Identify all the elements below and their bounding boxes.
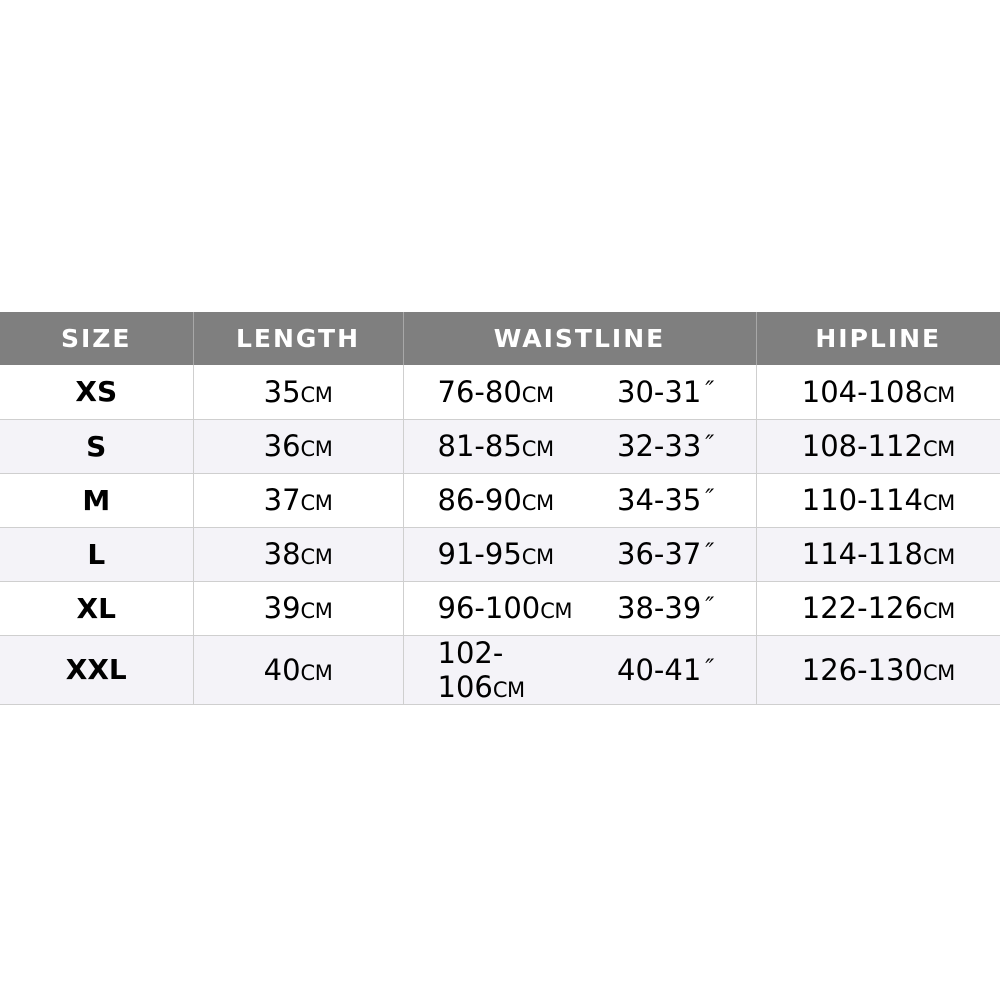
unit-label: CM [540,599,573,623]
size-value: M [82,483,111,517]
length-cell [193,419,403,473]
waist-inch-value: 30-31 [617,374,702,409]
size-cell [0,527,193,581]
table-row [0,635,1000,704]
size-value: L [87,537,106,571]
unit-label: CM [922,437,955,461]
unit-label: CM [300,382,333,407]
length-cell [193,527,403,581]
hip-value: 126-130 [801,652,923,687]
table-row [0,365,1000,419]
waist-inch-cell [581,365,756,419]
inch-mark: ″ [705,653,715,682]
unit-label: CM [922,382,955,407]
unit-label: CM [922,599,955,623]
hip-value: 114-118 [801,537,923,571]
length-value: 35 [263,374,301,409]
length-value: 40 [263,652,301,687]
waist-cm-value: 102-106 [437,635,504,704]
size-cell [0,419,193,473]
unit-label: CM [492,677,525,702]
waist-cm-value: 86-90 [437,483,522,517]
length-cell [193,581,403,635]
size-cell [0,365,193,419]
size-cell [0,635,193,704]
size-value: XL [76,591,116,625]
waist-cm-cell [403,473,581,527]
size-value: XXL [65,653,127,686]
unit-label: CM [521,545,554,569]
size-value: XS [75,375,118,409]
waist-inch-cell [581,473,756,527]
hip-value: 108-112 [801,429,923,463]
waist-cm-cell [403,365,581,419]
waist-cm-cell [403,635,581,704]
unit-label: CM [521,491,554,515]
table-row [0,419,1000,473]
hip-value: 110-114 [801,483,923,517]
unit-label: CM [922,660,955,685]
header-size: SIZE [60,324,132,353]
hip-cell [756,527,1000,581]
size-chart-table [0,312,1000,705]
table-row [0,473,1000,527]
hip-value: 104-108 [801,374,923,409]
waist-inch-value: 40-41 [617,652,702,687]
unit-label: CM [521,437,554,461]
length-cell [193,365,403,419]
hip-cell [756,635,1000,704]
inch-mark: ″ [705,430,715,458]
hip-cell [756,473,1000,527]
length-value: 36 [263,429,301,463]
waist-inch-value: 34-35 [617,483,702,517]
length-value: 39 [263,591,301,625]
hip-cell [756,581,1000,635]
unit-label: CM [300,545,333,569]
inch-mark: ″ [705,484,715,512]
size-cell [0,581,193,635]
unit-label: CM [922,545,955,569]
unit-label: CM [300,437,333,461]
table-row [0,527,1000,581]
waist-inch-cell [581,527,756,581]
waist-inch-value: 36-37 [617,537,702,571]
size-cell [0,473,193,527]
hip-value: 122-126 [801,591,923,625]
length-value: 38 [263,537,301,571]
header-length: LENGTH [193,312,403,365]
header-waistline: WAISTLINE [403,312,756,365]
hip-cell [756,365,1000,419]
inch-mark: ″ [705,375,715,404]
table-row [0,581,1000,635]
waist-cm-value: 91-95 [437,537,522,571]
length-cell [193,635,403,704]
table-header [0,312,1000,365]
size-value: S [86,429,107,463]
header-hipline: HIPLINE [756,312,1000,365]
unit-label: CM [521,382,554,407]
waist-cm-cell [403,527,581,581]
waist-inch-cell [581,419,756,473]
table-body [0,365,1000,704]
waist-inch-cell [581,581,756,635]
waist-inch-value: 38-39 [617,591,702,625]
inch-mark: ″ [705,592,715,620]
waist-cm-cell [403,419,581,473]
waist-inch-value: 32-33 [617,429,702,463]
hip-cell [756,419,1000,473]
unit-label: CM [300,599,333,623]
waist-cm-value: 81-85 [437,429,522,463]
header-row [0,312,1000,365]
waist-cm-value: 96-100 [437,591,541,625]
inch-mark: ″ [705,538,715,566]
unit-label: CM [922,491,955,515]
waist-inch-cell [581,635,756,704]
unit-label: CM [300,491,333,515]
unit-label: CM [300,660,333,685]
waist-cm-cell [403,581,581,635]
waist-cm-value: 76-80 [437,374,522,409]
length-value: 37 [263,483,301,517]
length-cell [193,473,403,527]
